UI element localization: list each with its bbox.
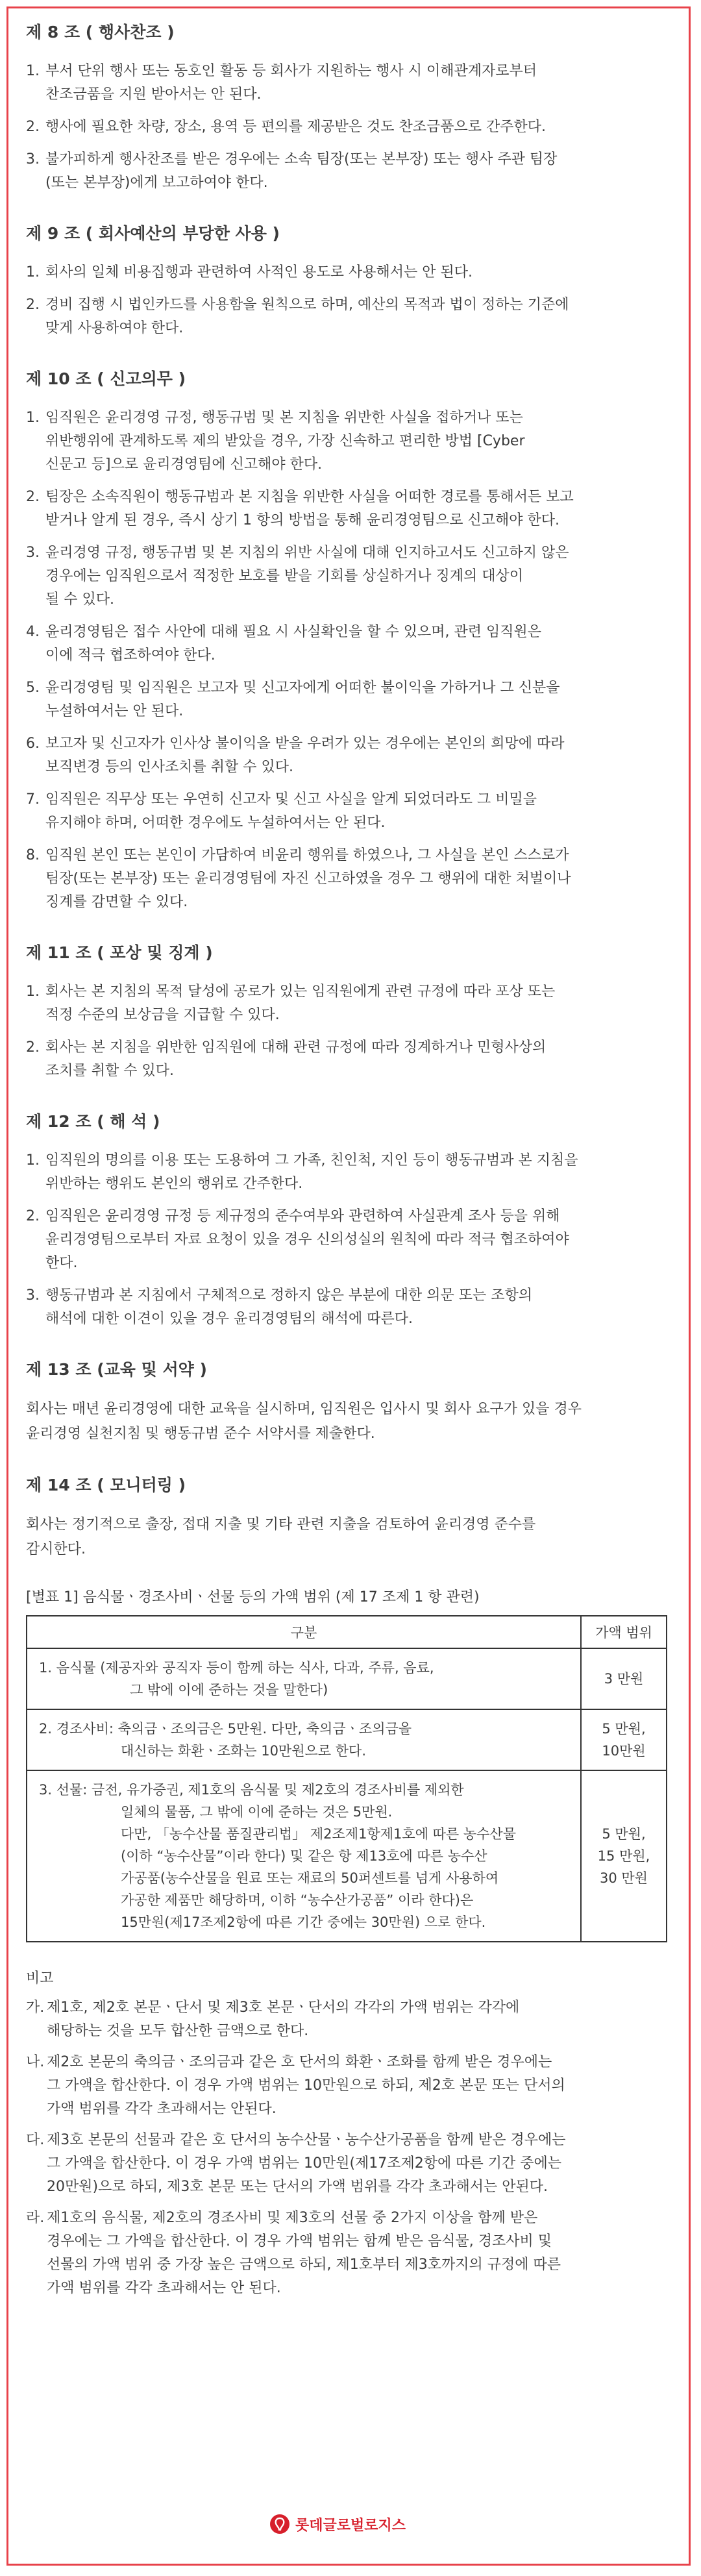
item-number: 2. — [26, 1039, 40, 1056]
item-text-line: 경우에는 임직원으로서 적정한 보호를 받을 기회를 상실하거나 징계의 대상이 — [45, 568, 524, 584]
cell-line: 2. 경조사비: 축의금ㆍ조의금은 5만원. 다만, 축의금ㆍ조의금을 — [39, 1721, 412, 1737]
article-title: 제 11 조 ( 포상 및 징계 ) — [26, 943, 213, 962]
item-text-line: 윤리경영 규정, 행동규범 및 본 지침의 위반 사실에 대해 인지하고서도 신고하지 않은 — [45, 545, 569, 561]
cell-line: 다만, 「농수산물 품질관리법」 제2조제1항제1호에 따른 농수산물 — [121, 1826, 516, 1842]
item-text-line: 불가피하게 행사찬조를 받은 경우에는 소속 팀장(또는 본부장) 또는 행사 주관 팀장 — [45, 151, 558, 167]
amount-cell — [581, 1648, 667, 1709]
item-number: 2. — [26, 1208, 40, 1224]
remark-mark: 다. — [26, 2132, 45, 2148]
article-title: 제 12 조 ( 해 석 ) — [26, 1112, 160, 1131]
article-items — [26, 406, 669, 914]
cell-line: 15만원(제17조제2항에 따른 기간 중에는 30만원) 으로 한다. — [121, 1914, 486, 1930]
article-title: 제 8 조 ( 행사찬조 ) — [26, 23, 175, 42]
cell-line: 3. 선물: 금전, 유가증권, 제1호의 음식물 및 제2호의 경조사비를 제외한 — [39, 1782, 464, 1798]
remark-text-line: 경우에는 그 가액을 합산한다. 이 경우 가액 범위는 함께 받은 음식물, 경조사비 및 — [47, 2233, 552, 2249]
list-item — [26, 732, 669, 779]
article-13 — [26, 1359, 669, 1446]
remark-item — [26, 1996, 669, 2043]
item-text-line: 행사에 필요한 차량, 장소, 용역 등 편의를 제공받은 것도 찬조금품으로 간주한다. — [45, 119, 546, 135]
article-section — [26, 1111, 669, 1331]
table-row — [27, 1648, 667, 1709]
category-cell — [27, 1648, 581, 1709]
list-item — [26, 116, 669, 139]
article-section — [26, 223, 669, 340]
list-item — [26, 621, 669, 667]
remark-mark: 가. — [26, 2000, 45, 2016]
item-text-line: 위반행위에 관계하도록 제의 받았을 경우, 가장 신속하고 편리한 방법 [Cyber — [45, 433, 525, 449]
item-text-line: 팀장은 소속직원이 행동규범과 본 지침을 위반한 사실을 어떠한 경로를 통해서든 보고 — [45, 489, 574, 505]
article-text-line: 윤리경영 실천지침 및 행동규범 준수 서약서를 제출한다. — [26, 1426, 375, 1442]
cell-line: (이하 “농수산물”이라 한다) 및 같은 항 제13호에 따른 농수산 — [121, 1848, 487, 1864]
list-item — [26, 980, 669, 1027]
item-text-line: 임직원은 윤리경영 규정 등 제규정의 준수여부와 관련하여 사실관계 조사 등을 위해 — [45, 1208, 560, 1224]
article-text-line: 회사는 매년 윤리경영에 대한 교육을 실시하며, 임직원은 입사시 및 회사 요구가 있을 경우 — [26, 1401, 582, 1417]
item-number: 7. — [26, 791, 40, 808]
amount-cell — [581, 1770, 667, 1942]
amount-value: 3 만원 — [604, 1671, 644, 1687]
article-items — [26, 60, 669, 195]
article-items — [26, 261, 669, 340]
article-section — [26, 369, 669, 914]
item-text-line: 유지해야 하며, 어떠한 경우에도 누설하여서는 안 된다. — [45, 815, 386, 831]
item-number: 3. — [26, 1287, 40, 1304]
list-item — [26, 486, 669, 532]
item-text-line: 해석에 대한 이견이 있을 경우 윤리경영팀의 해석에 따른다. — [45, 1311, 413, 1327]
item-number: 1. — [26, 984, 40, 1000]
item-text-line: 신문고 등]으로 윤리경영팀에 신고해야 한다. — [45, 456, 323, 473]
item-text-line: 보직변경 등의 인사조치를 취할 수 있다. — [45, 759, 293, 775]
cell-line: 1. 음식물 (제공자와 공직자 등이 함께 하는 식사, 다과, 주류, 음료, — [39, 1660, 434, 1676]
item-number: 4. — [26, 624, 40, 640]
remark-text-line: 해당하는 것을 모두 합산한 금액으로 한다. — [47, 2023, 309, 2039]
item-number: 1. — [26, 264, 40, 280]
list-item — [26, 60, 669, 106]
list-item — [26, 148, 669, 195]
item-text-line: 임직원은 윤리경영 규정, 행동규범 및 본 지침을 위반한 사실을 접하거나 또는 — [45, 410, 523, 426]
item-number: 3. — [26, 545, 40, 561]
article-section — [26, 943, 669, 1083]
list-item — [26, 541, 669, 612]
item-text-line: 윤리경영팀 및 임직원은 보고자 및 신고자에게 어떠한 불이익을 가하거나 그 신분을 — [45, 680, 560, 696]
article-section — [26, 22, 669, 195]
remark-mark: 라. — [26, 2210, 45, 2226]
item-text-line: 행동규범과 본 지침에서 구체적으로 정하지 않은 부분에 대한 의문 또는 조항의 — [45, 1287, 532, 1304]
item-text-line: 누설하여서는 안 된다. — [45, 703, 184, 719]
item-text-line: 적정 수준의 보상금을 지급할 수 있다. — [45, 1007, 280, 1023]
item-text-line: 팀장(또는 본부장) 또는 윤리경영팀에 자진 신고하였을 경우 그 행위에 대한 처벌이나 — [45, 871, 571, 887]
list-item — [26, 676, 669, 723]
remark-text-line: 제1호의 음식물, 제2호의 경조사비 및 제3호의 선물 중 2가지 이상을 함께 받은 — [47, 2210, 538, 2226]
article-title: 제 10 조 ( 신고의무 ) — [26, 369, 186, 388]
item-text-line: 경비 집행 시 법인카드를 사용함을 원칙으로 하며, 예산의 목적과 법이 정하는 기준에 — [45, 297, 569, 313]
gift-value-table — [26, 1615, 667, 1942]
item-text-line: 조치를 취할 수 있다. — [45, 1063, 174, 1079]
table-header-row — [27, 1616, 667, 1648]
article-14 — [26, 1475, 669, 1562]
list-item — [26, 1149, 669, 1196]
remark-text-line: 그 가액을 합산한다. 이 경우 가액 범위는 10만원으로 하되, 제2호 본문 또는 단서의 — [47, 2077, 565, 2094]
remark-text-line: 선물의 가액 범위 중 가장 높은 금액으로 하되, 제1호부터 제3호까지의 규정에 따른 — [47, 2257, 561, 2273]
item-number: 3. — [26, 151, 40, 167]
remark-mark: 나. — [26, 2054, 45, 2070]
remark-text-line: 제3호 본문의 선물과 같은 호 단서의 농수산물ㆍ농수산가공품을 함께 받은 경우에는 — [47, 2132, 566, 2148]
item-text-line: 찬조금품을 지원 받아서는 안 된다. — [45, 86, 262, 103]
remark-text-line: 20만원)으로 하되, 제3호 본문 또는 단서의 가액 범위를 각각 초과해서는 안된다. — [47, 2179, 548, 2195]
list-item — [26, 1284, 669, 1331]
article-title: 제 9 조 ( 회사예산의 부당한 사용 ) — [26, 224, 280, 243]
amount-value: 5 만원, — [602, 1721, 646, 1737]
item-text-line: 회사는 본 지침을 위반한 임직원에 대해 관련 규정에 따라 징계하거나 민형사상의 — [45, 1039, 547, 1056]
item-number: 8. — [26, 847, 40, 863]
logo-text: 롯데글로벌로지스 — [295, 2517, 406, 2534]
amount-value: 10만원 — [602, 1743, 646, 1759]
remark-text-line: 제2호 본문의 축의금ㆍ조의금과 같은 호 단서의 화환ㆍ조화를 함께 받은 경우에는 — [47, 2054, 552, 2070]
item-text-line: 회사의 일체 비용집행과 관련하여 사적인 용도로 사용해서는 안 된다. — [45, 264, 473, 280]
article-title: 제 14 조 ( 모니터링 ) — [26, 1476, 186, 1494]
item-number: 2. — [26, 489, 40, 505]
item-text-line: 한다. — [45, 1255, 78, 1271]
article-title: 제 13 조 (교육 및 서약 ) — [26, 1360, 207, 1379]
list-item — [26, 788, 669, 835]
item-number: 2. — [26, 119, 40, 135]
cell-line: 대신하는 화환ㆍ조화는 10만원으로 한다. — [121, 1743, 366, 1759]
remark-item — [26, 2051, 669, 2121]
remark-text-line: 가액 범위를 각각 초과해서는 안된다. — [47, 2101, 277, 2117]
item-number: 6. — [26, 736, 40, 752]
cell-line: 가공품(농수산물을 원료 또는 재료의 50퍼센트를 넘게 사용하여 — [121, 1870, 499, 1886]
item-number: 5. — [26, 680, 40, 696]
item-text-line: 될 수 있다. — [45, 591, 114, 608]
article-text-line: 회사는 정기적으로 출장, 접대 지출 및 기타 관련 지출을 검토하여 윤리경영 준수를 — [26, 1517, 536, 1533]
item-text-line: 부서 단위 행사 또는 동호인 활동 등 회사가 지원하는 행사 시 이해관계자로부터 — [45, 63, 537, 79]
item-text-line: 징계를 감면할 수 있다. — [45, 894, 188, 910]
remark-text-line: 제1호, 제2호 본문ㆍ단서 및 제3호 본문ㆍ단서의 각각의 가액 범위는 각각에 — [47, 2000, 520, 2016]
item-number: 1. — [26, 410, 40, 426]
cell-line: 가공한 제품만 해당하며, 이하 “농수산가공품” 이라 한다)은 — [121, 1892, 474, 1908]
remark-text-line: 그 가액을 합산한다. 이 경우 가액 범위는 10만원(제17조제2항에 따른 기간 중에는 — [47, 2155, 562, 2172]
item-number: 1. — [26, 63, 40, 79]
remark-item — [26, 2129, 669, 2199]
item-text-line: 보고자 및 신고자가 인사상 불이익을 받을 우려가 있는 경우에는 본인의 희망에 따라 — [45, 736, 565, 752]
header-amount: 가액 범위 — [581, 1616, 667, 1648]
table-row — [27, 1770, 667, 1942]
list-item — [26, 293, 669, 340]
item-number: 2. — [26, 297, 40, 313]
list-item — [26, 1036, 669, 1083]
list-item — [26, 844, 669, 914]
item-text-line: 임직원은 직무상 또는 우연히 신고자 및 신고 사실을 알게 되었더라도 그 비밀을 — [45, 791, 537, 808]
category-cell — [27, 1770, 581, 1942]
list-item — [26, 406, 669, 477]
item-text-line: 회사는 본 지침의 목적 달성에 공로가 있는 임직원에게 관련 규정에 따라 포상 또는 — [45, 984, 556, 1000]
document-body — [26, 22, 669, 2308]
item-text-line: 임직원의 명의를 이용 또는 도용하여 그 가족, 친인척, 지인 등이 행동규범과 본 지침을 — [45, 1152, 578, 1169]
table-row — [27, 1709, 667, 1770]
article-items — [26, 980, 669, 1083]
item-text-line: 윤리경영팀은 접수 사안에 대해 필요 시 사실확인을 할 수 있으며, 관련 임직원은 — [45, 624, 541, 640]
amount-value: 5 만원, — [602, 1826, 646, 1842]
amount-value: 30 만원 — [600, 1870, 648, 1886]
cell-line: 그 밖에 이에 준하는 것을 말한다) — [130, 1682, 328, 1698]
amount-cell — [581, 1709, 667, 1770]
item-number: 1. — [26, 1152, 40, 1169]
item-text-line: (또는 본부장)에게 보고하여야 한다. — [45, 175, 268, 191]
table-caption: [별표 1] 음식물ㆍ경조사비ㆍ선물 등의 가액 범위 (제 17 조제 1 항 관련) — [26, 1589, 480, 1605]
remark-text-line: 가액 범위를 각각 초과해서는 안 된다. — [47, 2280, 281, 2296]
item-text-line: 윤리경영팀으로부터 자료 요청이 있을 경우 신의성실의 원칙에 따라 적극 협조하여야 — [45, 1232, 569, 1248]
category-cell — [27, 1709, 581, 1770]
item-text-line: 위반하는 행위도 본인의 행위로 간주한다. — [45, 1176, 303, 1192]
amount-value: 15 만원, — [597, 1848, 650, 1864]
list-item — [26, 261, 669, 284]
item-text-line: 맞게 사용하여야 한다. — [45, 320, 184, 336]
article-items — [26, 1149, 669, 1331]
item-text-line: 받거나 알게 된 경우, 즉시 상기 1 항의 방법을 통해 윤리경영팀으로 신고해야 한다. — [45, 512, 560, 528]
item-text-line: 이에 적극 협조하여야 한다. — [45, 647, 215, 663]
remark-item — [26, 2207, 669, 2300]
lotte-logo-icon — [269, 2514, 290, 2534]
company-logo — [269, 2514, 406, 2534]
header-category: 구분 — [27, 1616, 581, 1648]
remarks-title: 비고 — [26, 1970, 54, 1987]
list-item — [26, 1205, 669, 1275]
cell-line: 일체의 물품, 그 밖에 이에 준하는 것은 5만원. — [121, 1804, 393, 1820]
article-text-line: 감시한다. — [26, 1541, 86, 1557]
item-text-line: 임직원 본인 또는 본인이 가담하여 비윤리 행위를 하였으나, 그 사실을 본인 스스로가 — [45, 847, 569, 863]
